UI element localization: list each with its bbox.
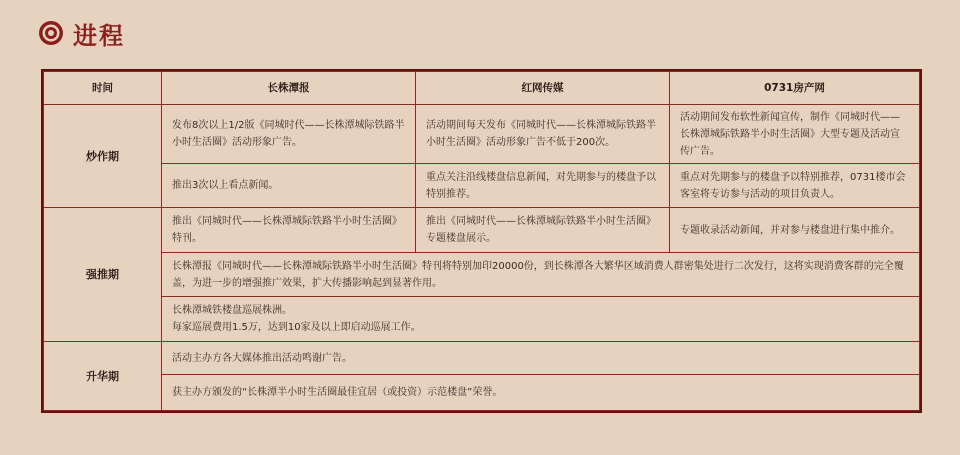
table-cell: 发布8次以上1/2版《同城时代——长株潭城际铁路半小时生活圈》活动形象广告。: [162, 105, 416, 164]
target-icon: [38, 20, 64, 46]
table-cell: 推出《同城时代——长株潭城际铁路半小时生活圈》特刊。: [162, 208, 416, 253]
table-cell: 重点关注沿线楼盘信息新闻，对先期参与的楼盘予以特别推荐。: [416, 164, 670, 208]
phase-label-push: 强推期: [44, 208, 162, 342]
table-row: [44, 208, 920, 253]
table-cell: 活动主办方各大媒体推出活动鸣谢广告。: [162, 342, 920, 375]
table-cell: 长株潭城铁楼盘巡展株洲。 每家巡展费用1.5万，达到10家及以上即启动巡展工作。: [162, 297, 920, 342]
table-cell: 长株潭报《同城时代——长株潭城际铁路半小时生活圈》特刊将特别加印20000份，到长株潭各大繁华区域消费人群密集处进行二次发行，这将实现消费客群的完全覆盖，为进一步的增强推广效果，扩大传播影响起到显著作用。: [162, 253, 920, 297]
table-cell: 活动期间发布软性新闻宣传，制作《同城时代——长株潭城际铁路半小时生活圈》大型专题及活动宣传广告。: [670, 105, 920, 164]
table-row: [44, 164, 920, 208]
phase-label-hype: 炒作期: [44, 105, 162, 208]
table-cell: 推出3次以上看点新闻。: [162, 164, 416, 208]
phase-label-elevate: 升华期: [44, 342, 162, 411]
schedule-table: [41, 69, 922, 413]
column-header-czt-news: 长株潭报: [162, 72, 416, 105]
table-cell: 推出《同城时代——长株潭城际铁路半小时生活圈》专题楼盘展示。: [416, 208, 670, 253]
table-header-row: [44, 72, 920, 105]
table-row: [44, 105, 920, 164]
table-row: [44, 253, 920, 297]
table-cell: 活动期间每天发布《同城时代——长株潭城际铁路半小时生活圈》活动形象广告不低于200次。: [416, 105, 670, 164]
table-row: [44, 297, 920, 342]
column-header-0731: 0731房产网: [670, 72, 920, 105]
table-row: [44, 342, 920, 375]
table-cell: 专题收录活动新闻，并对参与楼盘进行集中推介。: [670, 208, 920, 253]
page-title: 进程: [73, 21, 125, 50]
column-header-time: 时间: [44, 72, 162, 105]
section-header: [38, 15, 125, 51]
table-cell: 重点对先期参与的楼盘予以特别推荐，0731楼市会客室将专访参与活动的项目负责人。: [670, 164, 920, 208]
table-row: [44, 375, 920, 411]
table-cell: 获主办方颁发的“长株潭半小时生活圈最佳宜居（或投资）示范楼盘”荣誉。: [162, 375, 920, 411]
column-header-rednet: 红网传媒: [416, 72, 670, 105]
